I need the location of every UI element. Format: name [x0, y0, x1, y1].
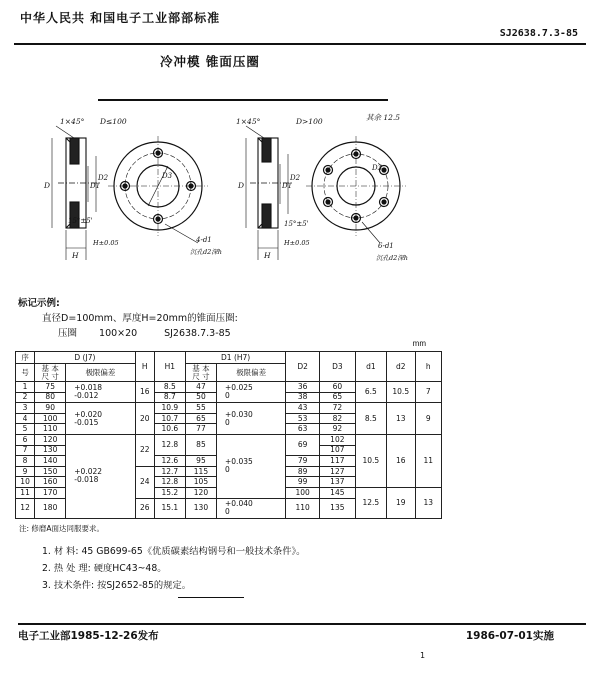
example-std: SJ2638.7.3-85: [164, 328, 231, 339]
title-rule: [98, 99, 388, 101]
table-note: 注: 修磨A面达同服要求。: [19, 524, 105, 533]
spec-table: [15, 351, 442, 519]
header-D1-basic: 基 本 尺 寸: [185, 364, 216, 382]
example-size: 100×20: [99, 328, 138, 339]
left-Hdim-label: H±0.05: [93, 239, 119, 247]
right-surface-mark: 其余 12.5: [366, 113, 401, 122]
left-chamfer-leader: [56, 126, 74, 138]
left-holes-label: 4-d1: [196, 236, 212, 244]
table-row: 1 75 +0.018 -0.012 16 8.5 47 +0.025 0 36 60 6.5 10.5 7: [16, 382, 442, 393]
header-D-basic: 基 本 尺 寸: [35, 364, 66, 382]
table-row: 8 140 12.6 95 79 117: [16, 456, 442, 467]
left-D3-label: D3: [162, 172, 173, 180]
D1-tol-b: +0.030 0: [217, 403, 286, 435]
header-D3: D3: [319, 352, 355, 382]
right-D3-label: D3: [372, 164, 383, 172]
left-D2-label: D2: [98, 174, 109, 182]
page-number: 1: [420, 651, 426, 660]
D-tol-c: +0.022 -0.018: [66, 434, 135, 518]
left-chamfer-label: 1×45°: [60, 117, 85, 126]
right-D-label: D: [238, 181, 245, 190]
h-c: 11: [415, 434, 441, 487]
table-row: 9 150 24 12.7 115 89 127: [16, 466, 442, 477]
table-row: 12 180 26 15.1 130 +0.040 0 110 135: [16, 498, 442, 518]
left-condition-label: D≤100: [100, 117, 127, 126]
document-title: 冷冲模 锥面压圈: [160, 54, 260, 69]
H-c: 22: [135, 434, 154, 466]
right-D2-label: D2: [290, 174, 301, 182]
left-D1-label: D1: [90, 182, 101, 190]
left-plan-view: [108, 136, 208, 243]
requirement-heat-treatment: 2. 热 处 理: 硬度HC43~48。: [42, 563, 167, 574]
header-D-group: D (J7): [35, 352, 136, 364]
right-Hdim-label: H±0.05: [284, 239, 310, 247]
left-section-hatch-top: [70, 138, 79, 164]
H-b: 20: [135, 403, 154, 435]
table-row: 6 120 +0.022 -0.018 22 12.8 85 +0.035 0 69 102 10.5 16 11: [16, 434, 442, 445]
D1-tol-c: +0.035 0: [217, 434, 286, 498]
d2-a: 10.5: [386, 382, 415, 403]
marking-example: [58, 325, 231, 339]
table-row: 11 170 15.2 120 100 145 12.5 19 13: [16, 487, 442, 498]
table-row: 2 80 8.7 50 38 65: [16, 392, 442, 403]
right-holes-label: 6-d1: [378, 242, 394, 250]
header-h: h: [415, 352, 441, 382]
right-condition-label: D>100: [296, 117, 323, 126]
issued-date: 电子工业部1985-12-26发布: [18, 630, 159, 642]
left-counterbore-label: 沉孔d2深h: [190, 248, 222, 256]
right-counterbore-label: 沉孔d2深h: [376, 254, 408, 262]
requirement-material: 1. 材 料: 45 GB699-65《优质碳素结构钢号和一般技术条件》。: [42, 546, 306, 557]
example-name: 压圈: [58, 328, 78, 339]
table-row: 5 110 10.6 77 63 92: [16, 424, 442, 435]
header-rule: [14, 43, 586, 45]
end-rule: [178, 597, 244, 598]
right-D1-label: D1: [282, 182, 293, 190]
header-seq-top: 序: [16, 352, 35, 364]
technical-drawings: [0, 108, 600, 288]
D1-tol-a: +0.025 0: [217, 382, 286, 403]
H-e: 26: [135, 498, 154, 518]
right-H-label: H: [264, 251, 271, 260]
H-a: 16: [135, 382, 154, 403]
marking-description: 直径D=100mm、厚度H=20mm的锥面压圈:: [42, 313, 238, 324]
footer-rule: [18, 623, 586, 625]
D1-tol-d: +0.040 0: [217, 498, 286, 518]
d2-c: 16: [386, 434, 415, 487]
d1-b: 8.5: [355, 403, 386, 435]
effective-date: 1986-07-01实施: [465, 630, 554, 642]
right-plan-view: [306, 136, 406, 243]
header-H: H: [135, 352, 154, 382]
d2-d: 19: [386, 487, 415, 518]
h-d: 13: [415, 487, 441, 518]
table-row: 4 100 10.7 65 53 82: [16, 413, 442, 424]
header-D2: D2: [286, 352, 320, 382]
left-holes-leader: [165, 224, 198, 243]
requirement-technical: 3. 技术条件: 按SJ2652-85的规定。: [42, 580, 192, 591]
right-chamfer-label: 1×45°: [236, 117, 261, 126]
header-seq-bottom: 号: [16, 364, 35, 382]
header-D1-tolerance: 极限偏差: [217, 364, 286, 382]
right-section-hatch-top: [262, 138, 271, 162]
h-b: 9: [415, 403, 441, 435]
right-chamfer-leader: [246, 126, 264, 138]
header-H1: H1: [154, 352, 185, 382]
header-D-tolerance: 极限偏差: [66, 364, 135, 382]
table-header-row: [16, 352, 442, 364]
standard-number: SJ2638.7.3-85: [499, 28, 578, 39]
H-d: 24: [135, 466, 154, 498]
d1-a: 6.5: [355, 382, 386, 403]
unit-label: mm: [412, 339, 426, 348]
d2-b: 13: [386, 403, 415, 435]
right-section-hatch-bottom: [262, 204, 271, 228]
D-tol-a: +0.018 -0.012: [66, 382, 135, 403]
d1-d: 12.5: [355, 487, 386, 518]
table-row: 10 160 12.8 105 99 137: [16, 477, 442, 488]
left-H-label: H: [72, 251, 79, 260]
header-d1: d1: [355, 352, 386, 382]
header-d2: d2: [386, 352, 415, 382]
table-row: 7 130 107: [16, 445, 442, 456]
right-angle-label: 15°±5': [284, 220, 309, 228]
left-D-label: D: [44, 181, 51, 190]
d1-c: 10.5: [355, 434, 386, 487]
left-angle-label: 15°±5': [68, 217, 93, 225]
header-D1-group: D1 (H7): [185, 352, 286, 364]
table-row: 3 90 +0.020 -0.015 20 10.9 55 +0.030 0 43 72 8.5 13 9: [16, 403, 442, 414]
org-title: 中华人民共 和国电子工业部部标准: [20, 11, 221, 25]
marking-heading: 标记示例:: [18, 298, 60, 309]
h-a: 7: [415, 382, 441, 403]
D-tol-b: +0.020 -0.015: [66, 403, 135, 435]
